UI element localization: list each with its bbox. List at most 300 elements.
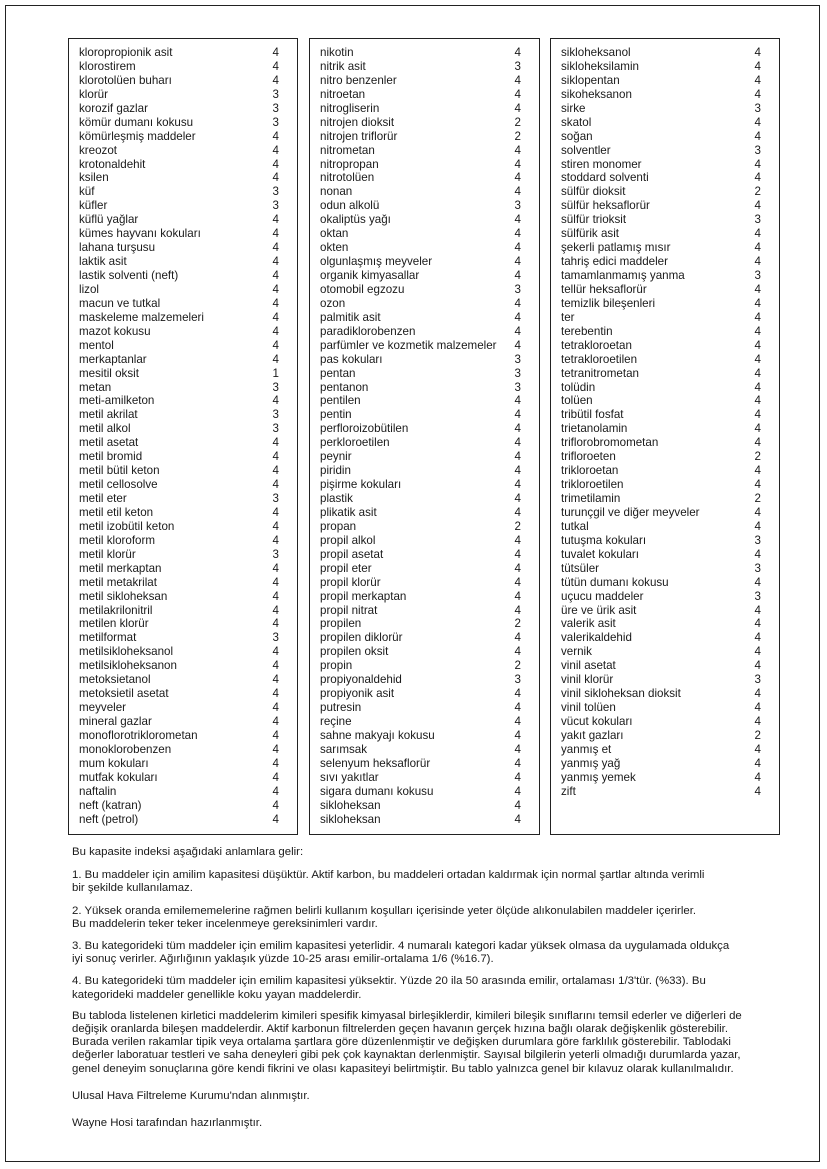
- substance-name: monoflorotriklorometan: [79, 728, 198, 742]
- capacity-index: 4: [514, 157, 521, 171]
- capacity-index: 2: [514, 115, 521, 129]
- capacity-index: 4: [754, 715, 761, 728]
- substance-name: nonan: [320, 185, 353, 199]
- substance-name: valerikaldehid: [561, 631, 632, 645]
- substance-name: tolüdin: [561, 380, 596, 394]
- capacity-index: 4: [754, 575, 761, 589]
- substance-row: [310, 60, 539, 74]
- substance-row: [310, 548, 539, 562]
- substance-row: [551, 60, 779, 74]
- capacity-index: 4: [272, 464, 279, 478]
- capacity-index: 4: [272, 436, 279, 450]
- substance-row: [551, 743, 779, 757]
- substance-row: [310, 701, 539, 715]
- capacity-index: 4: [514, 213, 521, 227]
- substance-row: [310, 631, 539, 645]
- substance-name: trifloroeten: [561, 450, 616, 464]
- substance-row: [551, 757, 779, 771]
- substance-row: [69, 645, 297, 659]
- substance-row: [69, 631, 297, 645]
- capacity-index: 3: [272, 422, 279, 436]
- substance-name: plikatik asit: [320, 505, 377, 519]
- substance-name: nitrometan: [320, 143, 375, 157]
- substance-row: [551, 339, 779, 353]
- substance-name: propilen: [320, 617, 362, 631]
- note-line: değerler laboratuar testleri ve saha deneyleri gibi pek çok kaynaktan derlenmiştir. Sayısal bilgilerin yeterli olmadığı durumlarda yazar,: [72, 1049, 741, 1062]
- substance-name: tütsüler: [561, 561, 600, 575]
- note-line: bir şekilde kullanılamaz.: [72, 882, 193, 895]
- substance-row: [310, 144, 539, 158]
- substance-name: palmitik asit: [320, 310, 381, 324]
- substance-name: sikloheksan: [320, 812, 381, 826]
- substance-row: [310, 436, 539, 450]
- capacity-index: 4: [272, 770, 279, 784]
- substance-row: [69, 88, 297, 102]
- substance-name: metil sikloheksan: [79, 589, 168, 603]
- capacity-index: 4: [514, 241, 521, 255]
- capacity-index: 4: [514, 450, 521, 464]
- capacity-index: 2: [514, 519, 521, 533]
- substance-name: selenyum heksaflorür: [320, 756, 431, 770]
- substance-name: reçine: [320, 715, 352, 728]
- substance-name: triflorobromometan: [561, 436, 659, 450]
- substance-name: ksilen: [79, 171, 109, 185]
- capacity-index: 4: [514, 185, 521, 199]
- substance-row: [310, 311, 539, 325]
- capacity-index: 3: [514, 352, 521, 366]
- substance-name: odun alkolü: [320, 199, 380, 213]
- substance-name: uçucu maddeler: [561, 589, 644, 603]
- substance-row: [310, 604, 539, 618]
- capacity-index: 3: [272, 185, 279, 199]
- substance-name: metil klorür: [79, 547, 136, 561]
- capacity-index: 3: [754, 101, 761, 115]
- capacity-index: 4: [514, 756, 521, 770]
- capacity-index: 4: [272, 756, 279, 770]
- substance-name: monoklorobenzen: [79, 742, 172, 756]
- substance-row: [310, 645, 539, 659]
- substance-row: [310, 88, 539, 102]
- substance-name: solventler: [561, 143, 611, 157]
- substance-name: plastik: [320, 492, 353, 505]
- substance-row: [551, 604, 779, 618]
- capacity-index: 2: [514, 659, 521, 673]
- capacity-index: 4: [272, 728, 279, 742]
- substance-row: [551, 645, 779, 659]
- note-line: 1. Bu maddeler için amilim kapasitesi düşüktür. Aktif karbon, bu maddeleri ortadan kaldırmak için normal şartlar altında verimli: [72, 869, 705, 882]
- substance-name: propil nitrat: [320, 603, 378, 617]
- capacity-index: 4: [514, 701, 521, 715]
- capacity-index: 4: [754, 505, 761, 519]
- substance-name: tribütil fosfat: [561, 408, 624, 422]
- capacity-index: 3: [754, 673, 761, 687]
- capacity-index: 4: [272, 324, 279, 338]
- substance-row: [69, 269, 297, 283]
- capacity-index: 4: [272, 701, 279, 715]
- substance-row: [551, 562, 779, 576]
- substance-name: metilen klorür: [79, 617, 149, 631]
- substance-row: [310, 227, 539, 241]
- substance-row: [310, 381, 539, 395]
- substance-row: [69, 520, 297, 534]
- substance-name: kömürleşmiş maddeler: [79, 129, 196, 143]
- substance-name: okaliptüs yağı: [320, 213, 391, 227]
- substance-row: [551, 422, 779, 436]
- capacity-index: 4: [514, 255, 521, 269]
- capacity-index: 4: [754, 547, 761, 561]
- substance-row: [551, 130, 779, 144]
- substance-row: [69, 241, 297, 255]
- capacity-index: 4: [272, 338, 279, 352]
- capacity-index: 4: [754, 631, 761, 645]
- substance-row: [69, 604, 297, 618]
- substance-name: sigara dumanı kokusu: [320, 784, 434, 798]
- substance-row: [551, 659, 779, 673]
- capacity-index: 1: [272, 366, 279, 380]
- capacity-index: 4: [514, 492, 521, 505]
- source-line: Ulusal Hava Filtreleme Kurumu'ndan alınmıştır.: [72, 1089, 310, 1102]
- substance-row: [310, 213, 539, 227]
- substance-name: sülfür dioksit: [561, 185, 626, 199]
- substance-column-3: [550, 38, 780, 835]
- substance-name: yanmış yemek: [561, 770, 636, 784]
- substance-row: [69, 576, 297, 590]
- substance-row: [551, 185, 779, 199]
- capacity-index: 4: [272, 157, 279, 171]
- capacity-index: 2: [754, 450, 761, 464]
- substance-name: yanmış et: [561, 742, 612, 756]
- capacity-index: 4: [272, 798, 279, 812]
- substance-row: [310, 199, 539, 213]
- substance-row: [69, 255, 297, 269]
- substance-row: [310, 130, 539, 144]
- substance-name: nikotin: [320, 46, 354, 59]
- substance-name: trietanolamin: [561, 422, 628, 436]
- substance-row: [310, 562, 539, 576]
- substance-name: nitrogliserin: [320, 101, 380, 115]
- substance-name: propin: [320, 659, 353, 673]
- capacity-index: 4: [514, 310, 521, 324]
- substance-row: [69, 116, 297, 130]
- substance-name: siklopentan: [561, 73, 620, 87]
- capacity-index: 3: [272, 547, 279, 561]
- substance-name: sahne makyajı kokusu: [320, 728, 435, 742]
- substance-name: sikloheksilamin: [561, 59, 639, 73]
- substance-name: vinil asetat: [561, 659, 616, 673]
- capacity-index: 3: [514, 366, 521, 380]
- substance-row: [69, 799, 297, 813]
- substance-row: [551, 729, 779, 743]
- substance-name: küfler: [79, 199, 108, 213]
- substance-row: [69, 659, 297, 673]
- substance-name: metil akrilat: [79, 408, 138, 422]
- substance-name: nitrotolüen: [320, 171, 375, 185]
- substance-row: [69, 325, 297, 339]
- substance-row: [551, 88, 779, 102]
- substance-row: [551, 213, 779, 227]
- substance-row: [551, 771, 779, 785]
- capacity-index: 4: [514, 101, 521, 115]
- capacity-index: 4: [514, 589, 521, 603]
- substance-row: [69, 548, 297, 562]
- capacity-index: 4: [272, 296, 279, 310]
- substance-row: [69, 534, 297, 548]
- substance-name: vinil sikloheksan dioksit: [561, 687, 681, 701]
- substance-name: krotonaldehit: [79, 157, 146, 171]
- substance-name: propan: [320, 519, 357, 533]
- substance-name: nitropropan: [320, 157, 379, 171]
- substance-name: pentin: [320, 408, 352, 422]
- capacity-index: 4: [272, 59, 279, 73]
- substance-name: temizlik bileşenleri: [561, 296, 656, 310]
- substance-row: [69, 771, 297, 785]
- substance-row: [69, 283, 297, 297]
- capacity-index: 4: [754, 199, 761, 213]
- substance-row: [551, 617, 779, 631]
- substance-row: [69, 687, 297, 701]
- substance-row: [310, 771, 539, 785]
- capacity-index: 4: [754, 701, 761, 715]
- capacity-index: 4: [754, 338, 761, 352]
- capacity-index: 4: [754, 756, 761, 770]
- substance-row: [310, 687, 539, 701]
- substance-row: [551, 241, 779, 255]
- capacity-index: 4: [754, 422, 761, 436]
- substance-name: zift: [561, 784, 576, 798]
- substance-name: metoksietanol: [79, 673, 151, 687]
- note-line: 4. Bu kategorideki tüm maddeler için emilim kapasitesi yüksektir. Yüzde 20 ila 50 arasında emilir, ortalaması 1/3'tür. (%33). Bu: [72, 975, 706, 988]
- substance-name: metil bütil keton: [79, 464, 160, 478]
- substance-row: [551, 506, 779, 520]
- substance-name: sarımsak: [320, 742, 368, 756]
- capacity-index: 4: [754, 255, 761, 269]
- capacity-index: 4: [754, 380, 761, 394]
- substance-row: [310, 74, 539, 88]
- substance-name: propiyonaldehid: [320, 673, 402, 687]
- capacity-index: 4: [272, 171, 279, 185]
- substance-row: [310, 269, 539, 283]
- substance-name: neft (katran): [79, 798, 142, 812]
- substance-row: [310, 478, 539, 492]
- capacity-index: 4: [754, 296, 761, 310]
- substance-row: [69, 185, 297, 199]
- substance-name: laktik asit: [79, 255, 127, 269]
- substance-row: [69, 74, 297, 88]
- substance-row: [69, 158, 297, 172]
- capacity-index: 3: [272, 101, 279, 115]
- substance-row: [69, 617, 297, 631]
- capacity-index: 3: [514, 59, 521, 73]
- capacity-index: 4: [754, 770, 761, 784]
- note-line: değişik oranlarda bileşen maddelerdir. Aktif karbonun filtrelerden geçen havanın gerçek hızına bağlı olarak değişkenlik gösterebilir.: [72, 1023, 728, 1036]
- substance-name: tetrakloroetilen: [561, 352, 638, 366]
- capacity-index: 4: [514, 324, 521, 338]
- capacity-index: 4: [272, 46, 279, 59]
- substance-name: sirke: [561, 101, 586, 115]
- substance-row: [551, 408, 779, 422]
- capacity-index: 3: [272, 408, 279, 422]
- substance-name: nitro benzenler: [320, 73, 397, 87]
- capacity-index: 2: [514, 617, 521, 631]
- substance-name: kümes hayvanı kokuları: [79, 227, 201, 241]
- substance-name: tahriş edici maddeler: [561, 255, 668, 269]
- substance-row: [310, 102, 539, 116]
- substance-row: [310, 158, 539, 172]
- capacity-index: 4: [272, 742, 279, 756]
- capacity-index: 4: [754, 157, 761, 171]
- substance-row: [551, 367, 779, 381]
- substance-row: [551, 116, 779, 130]
- note-1: [72, 869, 792, 895]
- substance-row: [69, 199, 297, 213]
- substance-name: metilsikloheksanon: [79, 659, 177, 673]
- substance-row: [69, 743, 297, 757]
- substance-name: trikloroetilen: [561, 478, 624, 492]
- substance-name: mentol: [79, 338, 114, 352]
- substance-row: [310, 353, 539, 367]
- substance-name: neft (petrol): [79, 812, 139, 826]
- capacity-index: 3: [272, 631, 279, 645]
- substance-name: propilen oksit: [320, 645, 389, 659]
- substance-name: trimetilamin: [561, 492, 621, 505]
- capacity-index: 4: [272, 310, 279, 324]
- substance-name: pas kokuları: [320, 352, 383, 366]
- substance-name: pentilen: [320, 394, 361, 408]
- note-line: Bu tabloda listelenen kirletici maddelerim kimileri spesifik kimyasal birleşiklerdir, kimileri bileşik sınıflarını temsil ederler ve diğerleri de: [72, 1009, 742, 1022]
- capacity-index: 2: [754, 185, 761, 199]
- substance-name: vücut kokuları: [561, 715, 633, 728]
- capacity-index: 4: [754, 282, 761, 296]
- substance-row: [551, 311, 779, 325]
- capacity-index: 4: [272, 519, 279, 533]
- capacity-index: 4: [754, 129, 761, 143]
- capacity-index: 4: [514, 296, 521, 310]
- note-disclaimer: [72, 1010, 792, 1076]
- substance-name: pişirme kokuları: [320, 478, 402, 492]
- substance-row: [551, 394, 779, 408]
- substance-row: [551, 785, 779, 799]
- capacity-index: 3: [514, 380, 521, 394]
- substance-row: [551, 534, 779, 548]
- substance-name: yakıt gazları: [561, 728, 624, 742]
- substance-name: propil asetat: [320, 547, 384, 561]
- capacity-index: 3: [754, 589, 761, 603]
- substance-name: oktan: [320, 227, 349, 241]
- substance-name: lastik solventi (neft): [79, 269, 179, 282]
- substance-name: mesitil oksit: [79, 366, 139, 380]
- capacity-index: 4: [754, 171, 761, 185]
- capacity-index: 4: [754, 687, 761, 701]
- substance-name: mazot kokusu: [79, 324, 151, 338]
- substance-name: turunçgil ve diğer meyveler: [561, 505, 700, 519]
- capacity-index: 3: [754, 269, 761, 282]
- capacity-index: 4: [514, 812, 521, 826]
- capacity-index: 4: [514, 269, 521, 282]
- capacity-index: 4: [514, 73, 521, 87]
- substance-name: nitrojen triflorür: [320, 129, 398, 143]
- substance-row: [551, 255, 779, 269]
- substance-name: tetrakloroetan: [561, 338, 632, 352]
- substance-name: sikloheksanol: [561, 46, 631, 59]
- substance-row: [310, 241, 539, 255]
- substance-row: [551, 464, 779, 478]
- capacity-index: 4: [754, 408, 761, 422]
- capacity-index: 3: [754, 533, 761, 547]
- capacity-index: 2: [514, 129, 521, 143]
- capacity-index: 4: [754, 478, 761, 492]
- substance-name: stoddard solventi: [561, 171, 649, 185]
- substance-name: propil alkol: [320, 533, 376, 547]
- substance-row: [310, 255, 539, 269]
- substance-row: [551, 520, 779, 534]
- substance-row: [69, 297, 297, 311]
- capacity-index: 4: [514, 464, 521, 478]
- capacity-index: 4: [272, 450, 279, 464]
- substance-row: [551, 381, 779, 395]
- substance-row: [551, 590, 779, 604]
- capacity-index: 4: [514, 603, 521, 617]
- substance-row: [69, 715, 297, 729]
- capacity-index: 4: [754, 310, 761, 324]
- substance-name: metil alkol: [79, 422, 131, 436]
- capacity-index: 4: [754, 519, 761, 533]
- capacity-index: 4: [272, 575, 279, 589]
- capacity-index: 4: [754, 87, 761, 101]
- substance-name: yanmış yağ: [561, 756, 621, 770]
- substance-row: [310, 617, 539, 631]
- capacity-index: 3: [272, 87, 279, 101]
- substance-row: [310, 450, 539, 464]
- substance-row: [69, 478, 297, 492]
- substance-row: [310, 673, 539, 687]
- notes-section: [72, 846, 792, 1130]
- note-4: [72, 975, 792, 1001]
- substance-row: [551, 171, 779, 185]
- capacity-index: 4: [272, 617, 279, 631]
- substance-row: [551, 74, 779, 88]
- capacity-index: 4: [754, 366, 761, 380]
- capacity-index: 4: [514, 505, 521, 519]
- capacity-index: 4: [514, 408, 521, 422]
- capacity-index: 4: [272, 227, 279, 241]
- capacity-index: 3: [272, 492, 279, 505]
- capacity-index: 4: [514, 227, 521, 241]
- capacity-index: 4: [754, 394, 761, 408]
- substance-name: mum kokuları: [79, 756, 149, 770]
- substance-row: [551, 199, 779, 213]
- capacity-index: 3: [754, 143, 761, 157]
- substance-name: merkaptanlar: [79, 352, 147, 366]
- capacity-index: 4: [514, 645, 521, 659]
- substance-name: üre ve ürik asit: [561, 603, 637, 617]
- substance-name: metil izobütil keton: [79, 519, 175, 533]
- substance-name: tutkal: [561, 519, 589, 533]
- capacity-index: 4: [514, 561, 521, 575]
- substance-name: metil etil keton: [79, 505, 154, 519]
- substance-row: [310, 116, 539, 130]
- substance-name: sikoheksanon: [561, 87, 632, 101]
- substance-name: kreozot: [79, 143, 118, 157]
- substance-name: pentan: [320, 366, 356, 380]
- note-2: [72, 905, 792, 931]
- substance-row: [69, 353, 297, 367]
- substance-name: macun ve tutkal: [79, 296, 161, 310]
- capacity-index: 4: [272, 812, 279, 826]
- capacity-index: 4: [272, 73, 279, 87]
- capacity-index: 4: [272, 213, 279, 227]
- capacity-index: 4: [754, 227, 761, 241]
- note-line: kategorideki maddeler genellikle koku yayan maddelerdir.: [72, 988, 362, 1001]
